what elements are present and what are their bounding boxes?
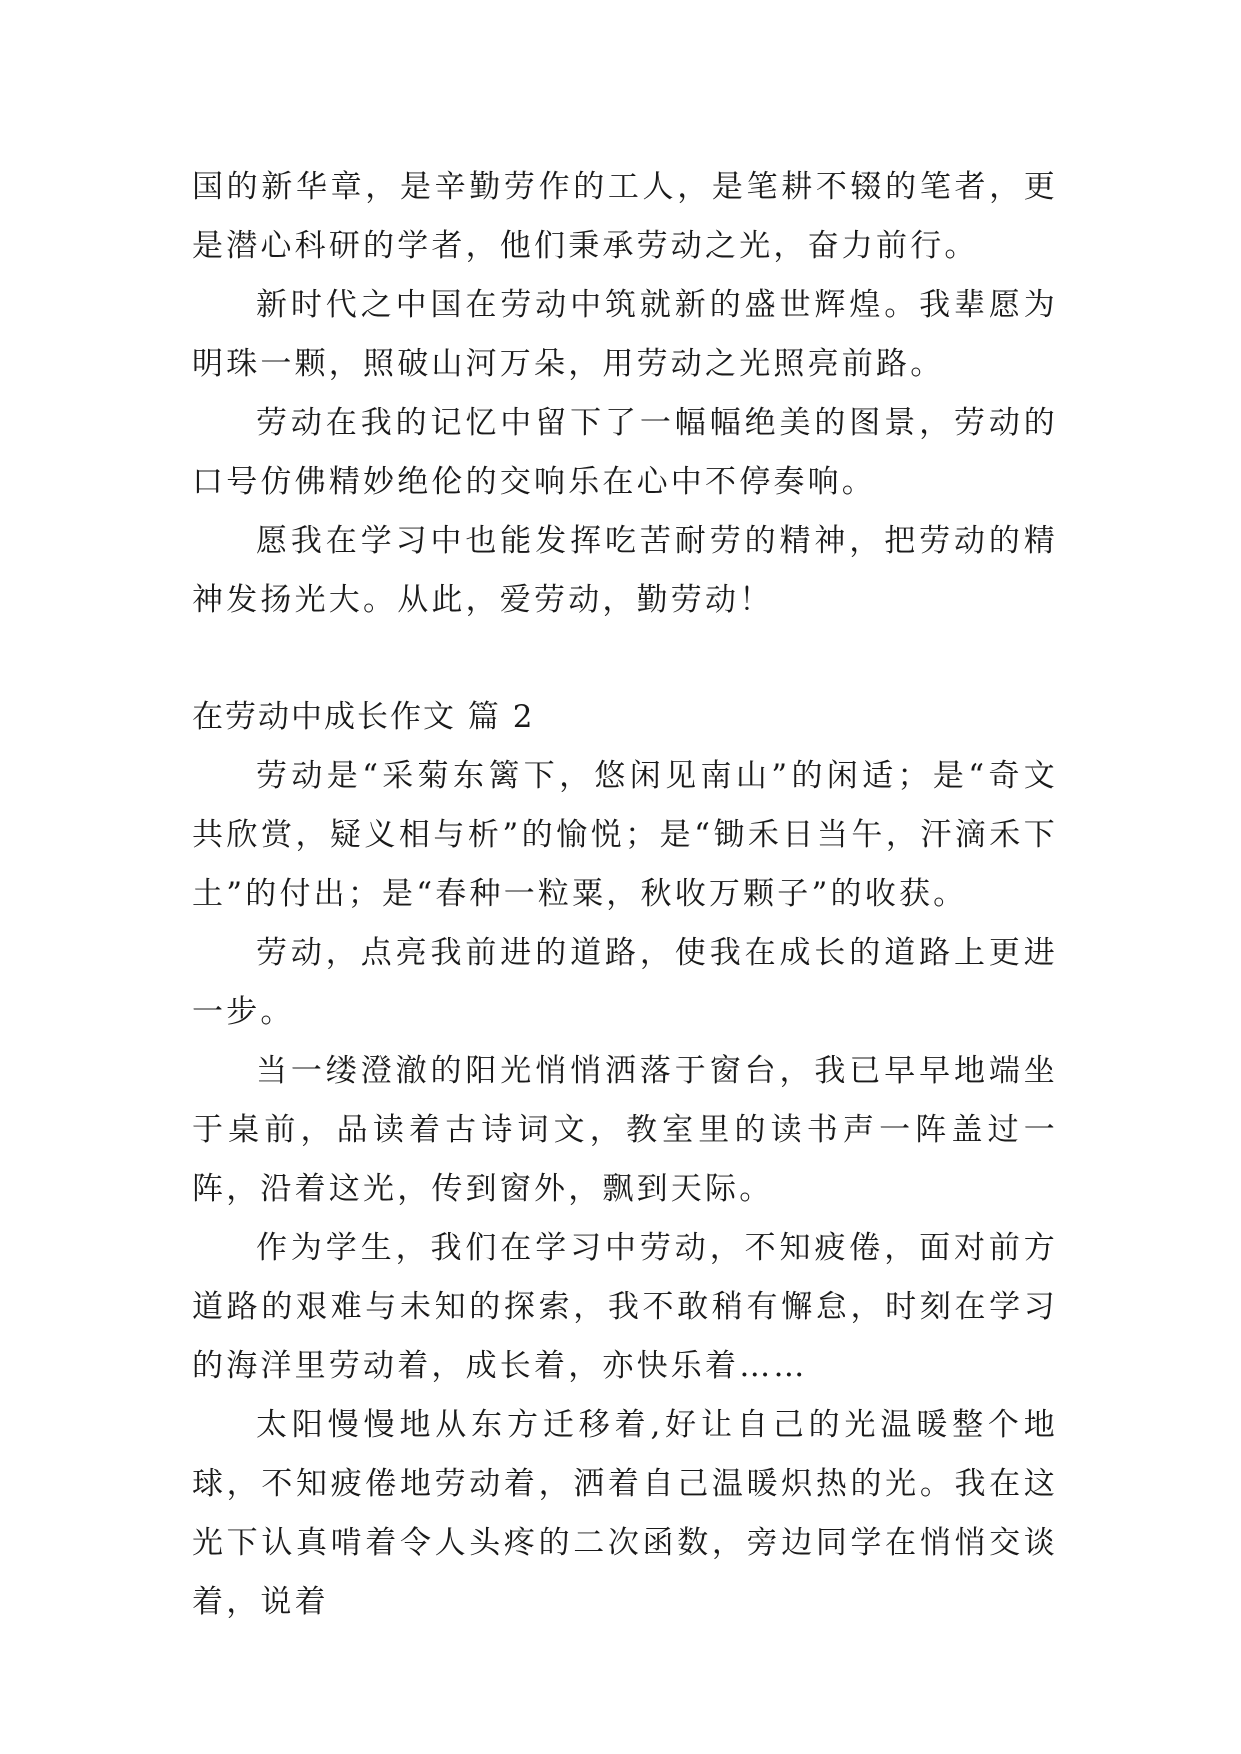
paragraph: 劳动在我的记忆中留下了一幅幅绝美的图景，劳动的口号仿佛精妙绝伦的交响乐在心中不停奏响。 xyxy=(192,405,1058,500)
paragraph: 愿我在学习中也能发挥吃苦耐劳的精神，把劳动的精神发扬光大。从此，爱劳动，勤劳动！ xyxy=(192,523,1058,618)
paragraph-continuation: 国的新华章，是辛勤劳作的工人，是笔耕不辍的笔者，更是潜心科研的学者，他们秉承劳动之光，奋力前行。 xyxy=(192,169,1058,264)
paragraph: 太阳慢慢地从东方迁移着,好让自己的光温暖整个地球，不知疲倦地劳动着，洒着自己温暖炽热的光。我在这光下认真啃着令人头疼的二次函数，旁边同学在悄悄交谈着，说着 xyxy=(192,1407,1058,1620)
section-spacer xyxy=(192,630,1058,688)
section-heading: 在劳动中成长作文 篇 2 xyxy=(192,699,535,735)
paragraph: 劳动，点亮我前进的道路，使我在成长的道路上更进一步。 xyxy=(192,935,1058,1030)
document-page xyxy=(192,158,1058,1632)
paragraph: 当一缕澄澈的阳光悄悄洒落于窗台，我已早早地端坐于桌前，品读着古诗词文，教室里的读书声一阵盖过一阵，沿着这光，传到窗外，飘到天际。 xyxy=(192,1053,1058,1207)
paragraph: 作为学生，我们在学习中劳动，不知疲倦，面对前方道路的艰难与未知的探索，我不敢稍有懈怠，时刻在学习的海洋里劳动着，成长着，亦快乐着…… xyxy=(192,1230,1058,1384)
paragraph: 新时代之中国在劳动中筑就新的盛世辉煌。我辈愿为明珠一颗，照破山河万朵，用劳动之光照亮前路。 xyxy=(192,287,1058,382)
paragraph: 劳动是“采菊东篱下，悠闲见南山”的闲适；是“奇文共欣赏，疑义相与析”的愉悦；是“锄禾日当午，汗滴禾下土”的付出；是“春种一粒粟，秋收万颗子”的收获。 xyxy=(192,758,1058,912)
